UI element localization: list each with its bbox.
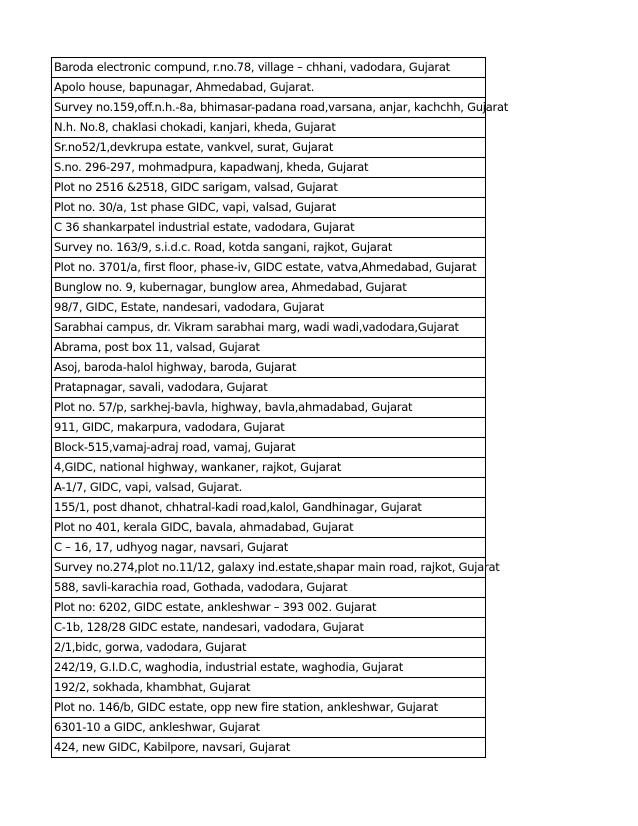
table-row (51, 178, 486, 198)
table-row (51, 598, 486, 618)
address-cell: Bunglow no. 9, kubernagar, bunglow area, Ahmedabad, Gujarat (54, 280, 407, 294)
table-row (51, 578, 486, 598)
table-row (51, 58, 486, 78)
table-row (51, 238, 486, 258)
table-row (51, 298, 486, 318)
table-row (51, 218, 486, 238)
table-row (51, 398, 486, 418)
table-row (51, 338, 486, 358)
address-cell: C 36 shankarpatel industrial estate, vadodara, Gujarat (54, 220, 355, 234)
table-row (51, 118, 486, 138)
address-cell: Sr.no52/1,devkrupa estate, vankvel, surat, Gujarat (54, 140, 334, 154)
table-row (51, 618, 486, 638)
address-cell: S.no. 296-297, mohmadpura, kapadwanj, kheda, Gujarat (54, 160, 369, 174)
address-cell: C-1b, 128/28 GIDC estate, nandesari, vadodara, Gujarat (54, 620, 364, 634)
address-cell: 98/7, GIDC, Estate, nandesari, vadodara, Gujarat (54, 300, 324, 314)
table-row (51, 518, 486, 538)
table-row (51, 98, 509, 118)
address-cell: 155/1, post dhanot, chhatral-kadi road,kalol, Gandhinagar, Gujarat (54, 500, 422, 514)
address-cell: Sarabhai campus, dr. Vikram sarabhai marg, wadi wadi,vadodara,Gujarat (54, 320, 459, 334)
table-row (51, 258, 486, 278)
address-cell: 192/2, sokhada, khambhat, Gujarat (54, 680, 251, 694)
address-cell: 242/19, G.I.D.C, waghodia, industrial estate, waghodia, Gujarat (54, 660, 403, 674)
address-cell: Asoj, baroda-halol highway, baroda, Gujarat (54, 360, 297, 374)
table-row (51, 458, 486, 478)
table-row (51, 138, 486, 158)
address-cell: Baroda electronic compund, r.no.78, village – chhani, vadodara, Gujarat (54, 60, 450, 74)
address-cell: Apolo house, bapunagar, Ahmedabad, Gujarat. (54, 80, 315, 94)
table-row (51, 78, 486, 98)
address-cell: Plot no. 3701/a, first floor, phase-iv, GIDC estate, vatva,Ahmedabad, Gujarat (54, 260, 477, 274)
table-row (51, 278, 486, 298)
table-row (51, 158, 486, 178)
address-cell: 911, GIDC, makarpura, vadodara, Gujarat (54, 420, 285, 434)
address-cell: Survey no. 163/9, s.i.d.c. Road, kotda sangani, rajkot, Gujarat (54, 240, 393, 254)
address-cell: Survey no.159,off.n.h.-8a, bhimasar-padana road,varsana, anjar, kachchh, Gujarat (54, 100, 509, 114)
address-cell: 588, savli-karachia road, Gothada, vadodara, Gujarat (54, 580, 348, 594)
table-row (51, 638, 486, 658)
table-row (51, 478, 486, 498)
address-cell: A-1/7, GIDC, vapi, valsad, Gujarat. (54, 480, 243, 494)
address-cell: Survey no.274,plot no.11/12, galaxy ind.estate,shapar main road, rajkot, Gujarat (54, 560, 500, 574)
address-table (51, 57, 509, 758)
address-cell: Plot no: 6202, GIDC estate, ankleshwar – 393 002. Gujarat (54, 600, 377, 614)
address-cell: N.h. No.8, chaklasi chokadi, kanjari, kheda, Gujarat (54, 120, 336, 134)
table-row (51, 718, 486, 738)
table-row (51, 418, 486, 438)
address-cell: Block-515,vamaj-adraj road, vamaj, Gujarat (54, 440, 296, 454)
table-row (51, 498, 486, 518)
address-cell: 424, new GIDC, Kabilpore, navsari, Gujarat (54, 740, 291, 754)
table-row (51, 198, 486, 218)
address-cell: 6301-10 a GIDC, ankleshwar, Gujarat (54, 720, 260, 734)
address-cell: Plot no 2516 &2518, GIDC sarigam, valsad, Gujarat (54, 180, 338, 194)
table-row (51, 558, 500, 578)
table-row (51, 538, 486, 558)
address-cell: 2/1,bidc, gorwa, vadodara, Gujarat (54, 640, 247, 654)
table-row (51, 658, 486, 678)
address-cell: Plot no. 30/a, 1st phase GIDC, vapi, valsad, Gujarat (54, 200, 337, 214)
table-row (51, 438, 486, 458)
table-row (51, 678, 486, 698)
address-cell: Pratapnagar, savali, vadodara, Gujarat (54, 380, 268, 394)
address-cell: Plot no 401, kerala GIDC, bavala, ahmadabad, Gujarat (54, 520, 354, 534)
table-row (51, 318, 486, 338)
table-row (51, 738, 486, 758)
address-cell: Abrama, post box 11, valsad, Gujarat (54, 340, 260, 354)
address-cell: 4,GIDC, national highway, wankaner, rajkot, Gujarat (54, 460, 342, 474)
address-cell: Plot no. 146/b, GIDC estate, opp new fire station, ankleshwar, Gujarat (54, 700, 438, 714)
table-row (51, 378, 486, 398)
table-row (51, 358, 486, 378)
table-row (51, 698, 486, 718)
address-cell: C – 16, 17, udhyog nagar, navsari, Gujarat (54, 540, 289, 554)
address-cell: Plot no. 57/p, sarkhej-bavla, highway, bavla,ahmadabad, Gujarat (54, 400, 413, 414)
